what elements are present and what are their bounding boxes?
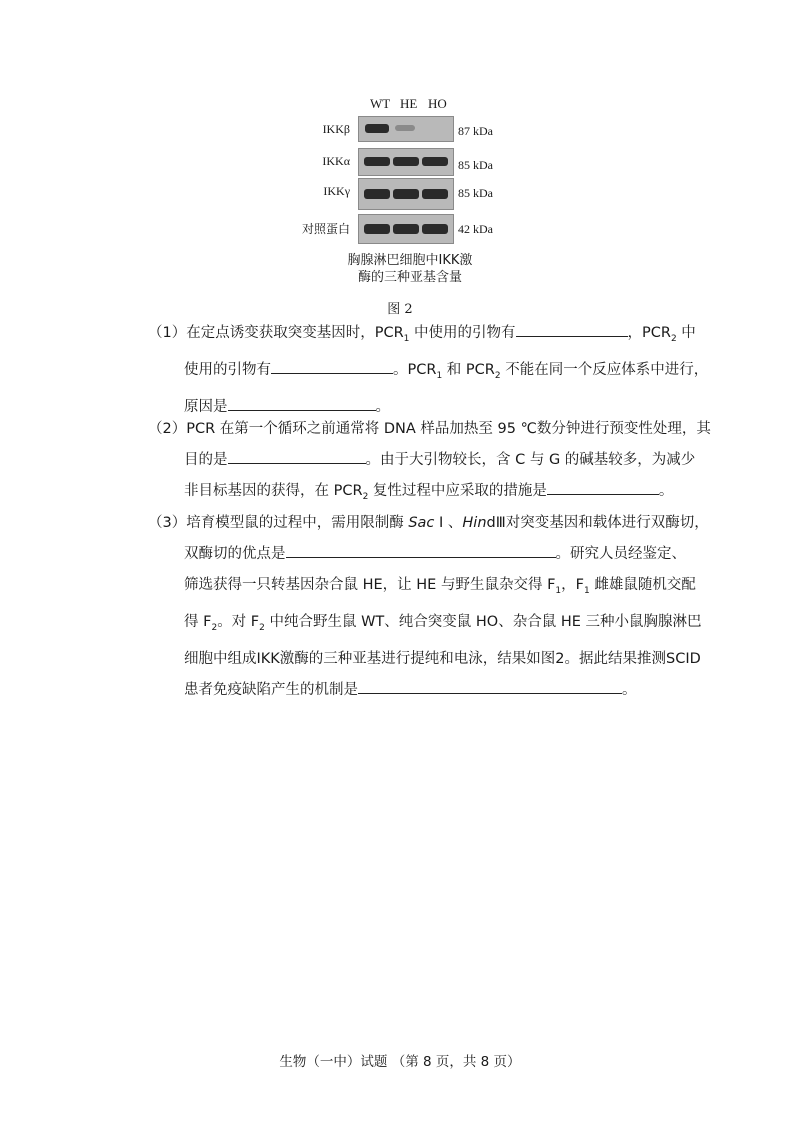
q3-italic: Hin	[462, 515, 487, 531]
q1-sub: 1	[403, 333, 410, 344]
answer-blank-purpose[interactable]	[228, 448, 366, 464]
protein-label-ikka: IKKα	[322, 154, 350, 168]
lane-label-wt: WT	[370, 96, 391, 111]
lane-label-ho: HO	[428, 96, 447, 111]
band-control-he	[393, 224, 419, 234]
kda-label-ikkg: 85 kDa	[458, 186, 493, 200]
band-ikka-he	[393, 157, 419, 166]
protein-label-ikkg: IKKγ	[323, 184, 350, 198]
q3-line-3	[148, 570, 696, 607]
q2-line-1: （2）PCR 在第一个循环之前通常将 DNA 样品加热至 95 ℃数分钟进行预变性处理，其	[148, 421, 711, 437]
answer-blank-primers-pcr1[interactable]	[516, 321, 628, 337]
q2-text: 复性过程中应采取的措施是	[368, 483, 547, 499]
q2-text: 目的是	[184, 452, 228, 468]
band-ikkb-wt	[365, 124, 389, 133]
band-ikkb-he	[395, 125, 415, 131]
gel-strip-ikkg	[358, 178, 454, 210]
q3-text: 患者免疫缺陷产生的机制是	[184, 681, 358, 698]
q3-sub: 1	[555, 585, 562, 596]
question-2	[148, 414, 711, 513]
question-3	[148, 508, 709, 706]
band-ikkg-wt	[364, 189, 390, 199]
q2-line-2	[148, 445, 696, 476]
answer-blank-measure[interactable]	[547, 479, 659, 495]
gel-strip-ikkb	[358, 116, 454, 142]
q3-line-5: 细胞中组成IKK激酶的三种亚基进行提纯和电泳，结果如图2。据此结果推测SCID	[184, 650, 701, 667]
band-control-wt	[364, 224, 390, 234]
q1-text: 。	[375, 398, 390, 415]
protein-label-ikkb: IKKβ	[322, 122, 350, 136]
q1-line-1	[148, 318, 696, 355]
q1-text: 中使用的引物有	[409, 325, 516, 341]
q1-text: ，PCR	[627, 325, 671, 341]
kda-label-control: 42 kDa	[458, 222, 493, 236]
answer-blank-reason[interactable]	[228, 395, 376, 411]
q3-text: dⅢ对突变基因和载体进行双酶切，	[486, 515, 709, 531]
gel-strip-ikka	[358, 148, 454, 176]
q1-text: 原因是	[184, 398, 228, 415]
q3-line-4	[148, 607, 702, 644]
q1-text: 使用的引物有	[184, 361, 271, 378]
answer-blank-advantage[interactable]	[286, 542, 556, 558]
q3-sub: 1	[583, 585, 590, 596]
answer-blank-primers-pcr2[interactable]	[271, 358, 393, 374]
q3-sub: 2	[259, 622, 265, 633]
q1-sub: 2	[670, 333, 677, 344]
q3-text: 中纯合野生鼠 WT、纯合突变鼠 HO、杂合鼠 HE 三种小鼠胸腺淋巴	[264, 613, 702, 630]
q3-line-6	[148, 675, 668, 706]
figure-caption	[320, 252, 500, 286]
q3-text: 得 F	[184, 613, 212, 630]
question-1	[148, 318, 709, 423]
lane-label-he: HE	[400, 96, 418, 111]
q3-text: 双酶切的优点是	[184, 546, 286, 562]
q3-text: 筛选获得一只转基因杂合鼠 HE，让 HE 与野生鼠杂交得 F	[184, 577, 556, 593]
q3-text: （3）培育模型鼠的过程中，需用限制酶	[148, 515, 409, 531]
q1-line-2	[148, 355, 709, 392]
kda-label-ikkb: 87 kDa	[458, 124, 493, 138]
q3-text: 雌雄鼠随机交配	[589, 577, 696, 593]
q2-sub: 2	[362, 491, 369, 502]
figure-caption-line2: 酶的三种亚基含量	[357, 270, 462, 285]
q3-text: 。	[622, 681, 637, 698]
answer-blank-mechanism[interactable]	[358, 678, 622, 694]
q1-sub: 1	[436, 370, 443, 381]
kda-label-ikka: 85 kDa	[458, 158, 493, 172]
q3-sub: 2	[211, 622, 218, 633]
q3-text: 。对 F	[217, 613, 260, 630]
q1-text: 不能在同一个反应体系中进行，	[500, 361, 709, 378]
q3-line-2	[148, 539, 686, 570]
page-footer: 生物（一中）试题 （第 8 页，共 8 页）	[279, 1054, 521, 1070]
figure-caption-line1: 胸腺淋巴细胞中IKK激	[347, 253, 473, 268]
band-ikka-wt	[364, 157, 390, 166]
band-ikkg-he	[393, 189, 419, 199]
q2-text: 非目标基因的获得，在 PCR	[184, 483, 363, 499]
q3-text: ，F	[561, 577, 584, 593]
western-blot-figure	[0, 96, 800, 316]
q2-text: 。由于大引物较长，含 C 与 G 的碱基较多，为减少	[365, 452, 696, 468]
q3-text: 。研究人员经鉴定、	[555, 546, 686, 562]
q3-italic: Sac	[408, 515, 435, 531]
q1-sub: 2	[494, 370, 501, 381]
band-ikkg-ho	[422, 189, 448, 199]
q3-line-1	[148, 508, 709, 539]
band-control-ho	[422, 224, 448, 234]
gel-strip-control	[358, 214, 454, 244]
q1-text: 中	[676, 325, 696, 341]
q2-text: 。	[658, 483, 674, 499]
protein-label-control: 对照蛋白	[301, 222, 350, 236]
q1-text: （1）在定点诱变获取突变基因时，PCR	[148, 325, 404, 341]
q3-text: Ⅰ 、	[434, 515, 463, 531]
band-ikka-ho	[422, 157, 448, 166]
q1-text: 。PCR	[393, 361, 437, 378]
q1-text: 和 PCR	[442, 361, 495, 378]
figure-title: 图 2	[387, 302, 413, 317]
